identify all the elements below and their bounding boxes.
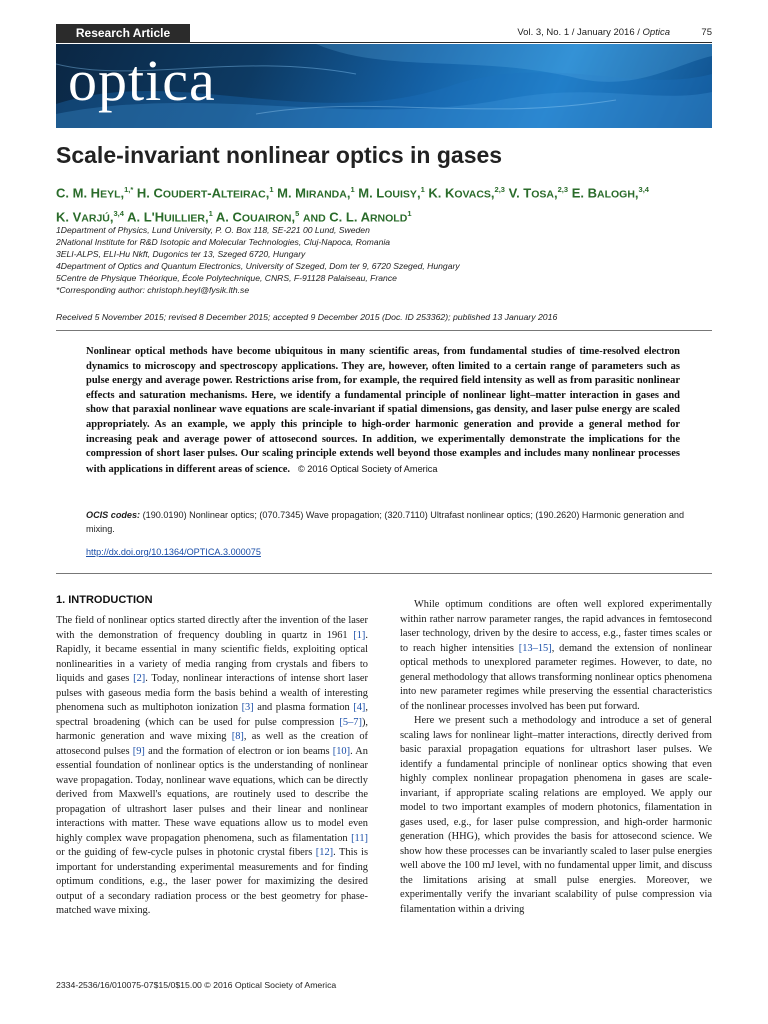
- divider: [56, 330, 712, 331]
- text-run: . This is important for understanding experimental measurements and for finding optimum conditions, e.g., the laser power for maximizing the desired output of a secondary radiation process or the best geometry for phase-matched wave mixing.: [56, 847, 368, 916]
- affiliation-item: 2National Institute for R&D Isotopic and Molecular Technologies, Cluj-Napoca, Romania: [56, 237, 391, 248]
- citation-link[interactable]: [13–15]: [518, 642, 552, 654]
- citation-link[interactable]: [3]: [241, 702, 254, 713]
- text-run: While optimum conditions are often well explored experimentally within rather narrow parameter ranges, the rapid advances in femtosecond laser technology, driven by the desire to access, e.g., faster times scales or to reach higher intensities: [400, 599, 712, 654]
- top-bar: [56, 24, 712, 43]
- article-type-tag: Research Article: [56, 24, 190, 42]
- text-run: The field of nonlinear optics started directly after the invention of the laser with the demonstration of frequency doubling in quartz in 1961: [56, 615, 368, 641]
- citation-link[interactable]: [1]: [353, 629, 366, 641]
- body-column-left: [56, 614, 368, 919]
- ocis-codes: [86, 508, 686, 536]
- corresponding-author: *Corresponding author: christoph.heyl@fysik.lth.se: [56, 285, 250, 296]
- citation-link[interactable]: [12]: [315, 847, 334, 858]
- journal-banner: [56, 44, 712, 128]
- running-head-text: Vol. 3, No. 1 / January 2016 /: [517, 27, 643, 38]
- text-run: and the formation of electron or ion beams: [144, 745, 333, 757]
- affiliation-item: 3ELI-ALPS, ELI-Hu Nkft, Dugonics ter 13, Szeged 6720, Hungary: [56, 249, 306, 260]
- citation-link[interactable]: [8]: [231, 731, 244, 742]
- text-run: . An essential foundation of nonlinear optics is the understanding of nonlinear wave propagation. Today, nonlinear wave equations, which can be directly derived from Maxwell's equations, are routinely used to describe the propagation of ultrashort laser pulses and their linear and nonlinear interactions with matter. These wave equations allow us to model even highly complex wave propagation phenomena, such as filamentation: [56, 745, 368, 844]
- citation-link[interactable]: [4]: [353, 702, 366, 713]
- author-list: [56, 180, 716, 229]
- header-rule: [56, 42, 712, 43]
- text-run: . Today, nonlinear interactions of intense short laser pulses with gaseous media form the basis behind a wealth of interesting phenomena such as multiphoton ionization: [56, 673, 369, 713]
- citation-link[interactable]: [11]: [351, 832, 368, 844]
- section-heading: 1. INTRODUCTION: [56, 594, 153, 606]
- paragraph: [56, 614, 368, 919]
- citation-link[interactable]: [2]: [133, 673, 146, 684]
- text-run: . Rapidly, it became essential in many scientific fields, exploiting optical nonlinearities in a variety of media ranging from crystals and fibers to liquids and gases: [56, 629, 368, 684]
- citation-link[interactable]: [10]: [332, 745, 351, 757]
- text-run: , spectral broadening (which can be used for pulse compression: [56, 702, 368, 728]
- article-title: Scale-invariant nonlinear optics in gases: [56, 142, 503, 168]
- text-run: , demand the extension of nonlinear optical methods to unexplored parameter regimes. However, to date, no general methodology that allows transforming nonlinear optics phenomena into new parameter regimes while preserving the essential characteristics of the nonlinear processes involved has been put forward.: [400, 642, 712, 712]
- footer-issn: 2334-2536/16/010075-07$15/0$15.00 © 2016 Optical Society of America: [56, 980, 337, 990]
- running-head: [517, 27, 670, 38]
- body-column-right: [400, 598, 712, 917]
- received-dates: Received 5 November 2015; revised 8 December 2015; accepted 9 December 2015 (Doc. ID 253362); published 13 January 2016: [56, 312, 558, 322]
- citation-link[interactable]: [9]: [132, 745, 145, 757]
- abstract-copyright: © 2016 Optical Society of America: [297, 463, 438, 474]
- author-line-1: C. M. HEYL,$^{1,*}$ H. COUDERT-ALTEIRAC,$^1$ M. MIRANDA,$^1$ M. LOUISY,$^1$ K. KOVACS,$^{2,3}$ V. TOSA,$^{2,3}$ E. BALOGH,$^{3,4}$: [56, 185, 649, 201]
- ocis-label: OCIS codes:: [86, 510, 141, 520]
- journal-logo: optica: [68, 48, 216, 113]
- paragraph: [400, 714, 712, 917]
- divider: [56, 573, 712, 574]
- affiliation-item: 4Department of Optics and Quantum Electronics, University of Szeged, Dom ter 9, 6720 Szeged, Hungary: [56, 261, 460, 272]
- text-run: ), harmonic generation and wave mixing: [56, 716, 368, 742]
- page-number: 75: [701, 27, 712, 38]
- text-run: , as well as the creation of attosecond pulses: [56, 731, 368, 757]
- text-run: or the guiding of few-cycle pulses in photonic crystal fibers: [56, 847, 316, 858]
- abstract: [86, 345, 680, 477]
- affiliation-item: 1Department of Physics, Lund University, P. O. Box 118, SE-221 00 Lund, Sweden: [56, 225, 370, 235]
- author-line-2: K. VARJÚ,$^{3,4}$ A. L'HUILLIER,$^1$ A. COUAIRON,$^5$ AND C. L. ARNOLD$^1$: [56, 209, 412, 225]
- text-run: Here we present such a methodology and introduce a set of general scaling laws for nonlinear light–matter interactions, directly derived from basic paraxial propagation equations for ultrashort laser pulses. We identify a fundamental principle of nonlinear optics showing that even highly complex nonlinear propagation phenomena in gases are scale-invariant, if appropriate scaling relations are employed. We apply our model to two important examples of modern photonics, filamentation in gases used, e.g., for laser pulse compression, and high-order harmonic generation (HHG), which provides the basis for attosecond science. We show how these processes can be invariantly scaled to laser pulse energies well above the 100 mJ level, with no fundamental upper limit, and discuss the limitations arising at small pulse energies. Moreover, we experimentally verify the invariant scalability of pulse compression via filamentation within a driving: [400, 715, 712, 915]
- abstract-text: Nonlinear optical methods have become ubiquitous in many scientific areas, from fundamental studies of time-resolved electron dynamics to microscopy and spectroscopy applications. They are, however, often limited to a certain range of parameters such as pulse energy and average power. Restrictions arise from, for example, the required field intensity as well as from parasitic nonlinear effects and saturation mechanisms. Here, we identify a fundamental principle of nonlinear light–matter interaction in gases and show that paraxial nonlinear wave equations are scale-invariant if spatial dimensions, gas density, and laser pulse energy are scaled appropriately. As an example, we apply this principle to high-order harmonic generation and provide a general method for increasing peak and average power of attosecond sources. In addition, we experimentally demonstrate the implications for the compression of short laser pulses. Our scaling principle extends well beyond those examples and includes many nonlinear processes with applications in different areas of science.: [86, 346, 680, 475]
- affiliations: [56, 224, 712, 297]
- affiliation-item: 5Centre de Physique Théorique, École Polytechnique, CNRS, F-91128 Palaiseau, France: [56, 273, 397, 284]
- doi-link[interactable]: http://dx.doi.org/10.1364/OPTICA.3.000075: [86, 547, 261, 557]
- text-run: and plasma formation: [253, 702, 354, 713]
- citation-link[interactable]: [5–7]: [339, 716, 362, 728]
- ocis-text: (190.0190) Nonlinear optics; (070.7345) Wave propagation; (320.7110) Ultrafast nonlinear optics; (190.2620) Harmonic generation and mixing.: [86, 510, 685, 534]
- running-head-journal: Optica: [642, 27, 670, 38]
- paragraph: [400, 598, 712, 714]
